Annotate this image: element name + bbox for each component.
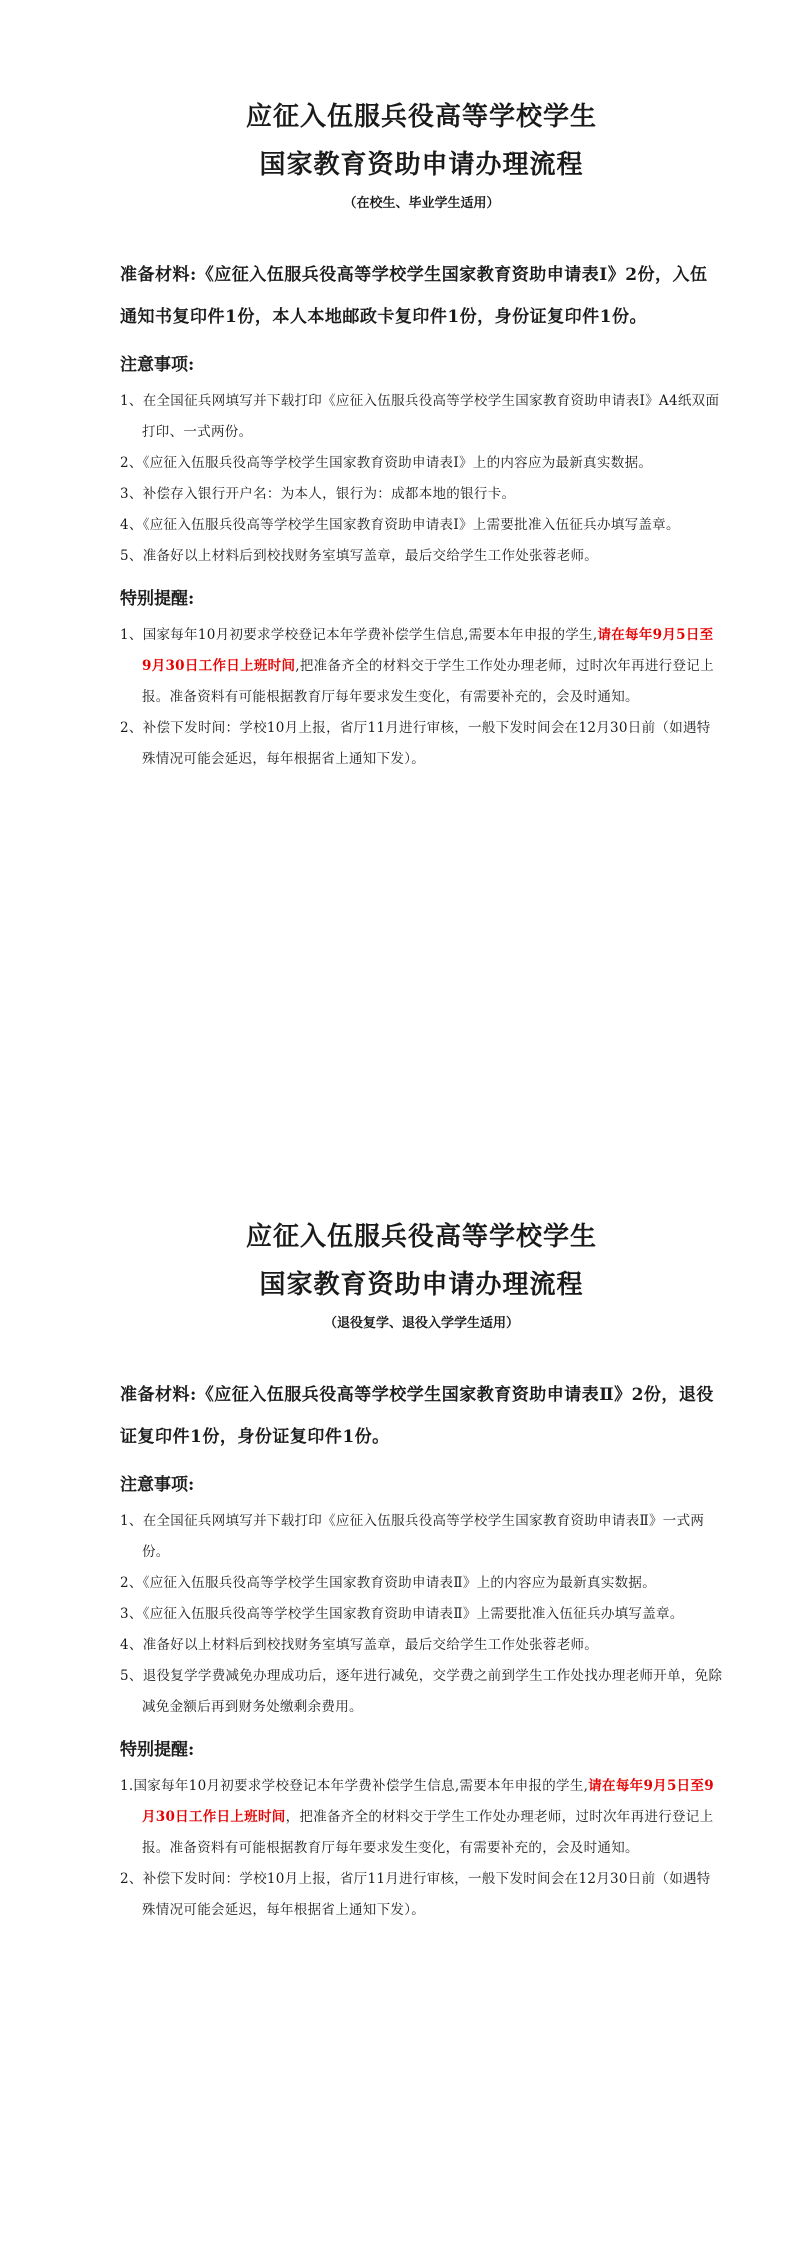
notes-item: 2、《应征入伍服兵役高等学校学生国家教育资助申请表Ⅰ》上的内容应为最新真实数据。 [120,455,653,471]
notes-item: 3、补偿存入银行开户名：为本人，银行为：成都本地的银行卡。 [120,486,516,502]
reminder-highlight: 请在每年9月5日至9月30日工作日上班时间 [142,1778,714,1825]
notes-item: 5、准备好以上材料后到校找财务室填写盖章，最后交给学生工作处张蓉老师。 [120,548,599,564]
reminder-item [120,1771,723,1864]
reminder-text: 1.国家每年10月初要求学校登记本年学费补偿学生信息,需要本年申报的学生, [120,1778,589,1794]
notes-item: 5、退役复学学费减免办理成功后，逐年进行减免，交学费之前到学生工作处找办理老师开单，免除减免金额后再到财务处缴剩余费用。 [120,1668,723,1715]
notes-item: 4、准备好以上材料后到校找财务室填写盖章，最后交给学生工作处张蓉老师。 [120,1637,599,1653]
reminder-text: 1、国家每年10月初要求学校登记本年学费补偿学生信息,需要本年申报的学生, [120,627,598,643]
notes-list [120,386,723,572]
notes-item: 3、《应征入伍服兵役高等学校学生国家教育资助申请表Ⅱ》上需要批准入伍征兵办填写盖章。 [120,1606,684,1622]
document-page-2 [0,1122,793,2244]
reminder-heading: 特别提醒: [120,1740,195,1760]
notes-heading: 注意事项: [120,355,195,375]
reminder-item: 2、补偿下发时间：学校10月上报，省厅11月进行审核，一般下发时间会在12月30日前（如遇特殊情况可能会延迟，每年根据省上通知下发）。 [120,720,711,767]
materials-paragraph: 准备材料:《应征入伍服兵役高等学校学生国家教育资助申请表Ⅱ》2份，退役证复印件1份，身份证复印件1份。 [120,1385,714,1447]
document-title-line-1: 应征入伍服兵役高等学校学生 [245,1222,597,1252]
document-title-line-2: 国家教育资助申请办理流程 [259,1270,584,1300]
notes-heading: 注意事项: [120,1475,195,1495]
notes-item: 1、在全国征兵网填写并下载打印《应征入伍服兵役高等学校学生国家教育资助申请表Ⅱ》一式两份。 [120,1513,705,1560]
reminder-item: 2、补偿下发时间：学校10月上报，省厅11月进行审核，一般下发时间会在12月30日前（如遇特殊情况可能会延迟，每年根据省上通知下发）。 [120,1871,711,1918]
reminder-heading: 特别提醒: [120,589,195,609]
notes-list [120,1506,723,1723]
document-subtitle: （退役复学、退役入学学生适用） [323,1316,519,1331]
reminder-item [120,620,723,713]
reminder-text: ，把准备齐全的材料交于学生工作处办理老师，过时次年再进行登记上报。准备资料有可能根据教育厅每年要求发生变化，有需要补充的，会及时通知。 [142,1809,714,1856]
document-subtitle: （在校生、毕业学生适用） [343,196,500,211]
document-title-line-1: 应征入伍服兵役高等学校学生 [245,102,597,132]
document-title-line-2: 国家教育资助申请办理流程 [259,150,584,180]
reminder-text: ,把准备齐全的材料交于学生工作处办理老师，过时次年再进行登记上报。准备资料有可能根据教育厅每年要求发生变化，有需要补充的，会及时通知。 [142,658,714,705]
notes-item: 2、《应征入伍服兵役高等学校学生国家教育资助申请表Ⅱ》上的内容应为最新真实数据。 [120,1575,657,1591]
reminder-highlight: 请在每年9月5日至9月30日工作日上班时间 [142,627,714,674]
notes-item: 1、在全国征兵网填写并下载打印《应征入伍服兵役高等学校学生国家教育资助申请表Ⅰ》A4纸双面打印、一式两份。 [120,393,720,440]
reminder-list [120,1771,723,1926]
reminder-list [120,620,723,775]
notes-item: 4、《应征入伍服兵役高等学校学生国家教育资助申请表Ⅰ》上需要批准入伍征兵办填写盖章。 [120,517,680,533]
materials-paragraph: 准备材料:《应征入伍服兵役高等学校学生国家教育资助申请表Ⅰ》2份，入伍通知书复印件1份，本人本地邮政卡复印件1份，身份证复印件1份。 [120,265,708,327]
